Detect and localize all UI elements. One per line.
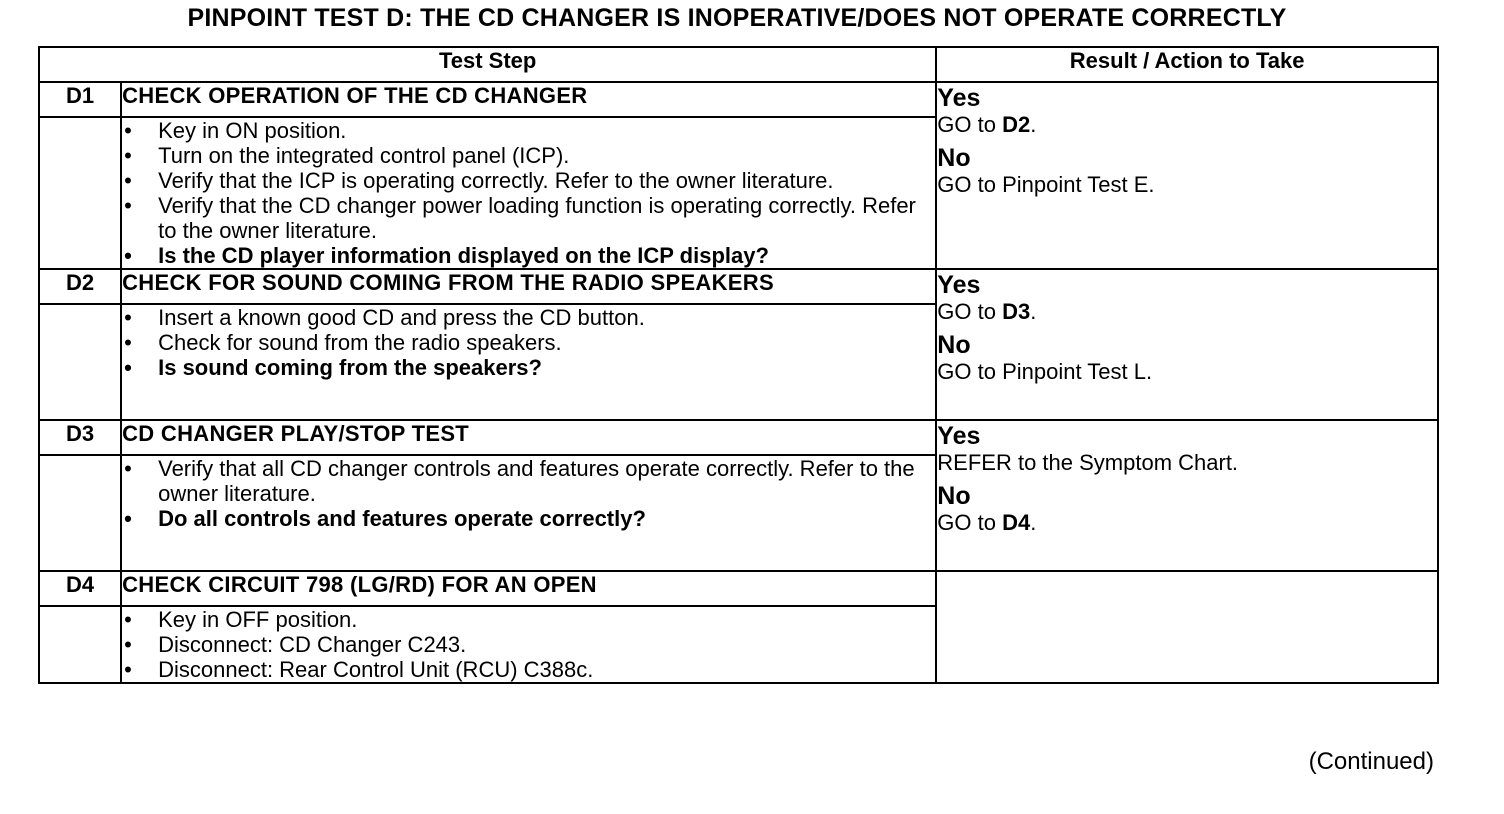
bullet-item: • Disconnect: Rear Control Unit (RCU) C388c. [122, 657, 935, 682]
step-d3-question: • Do all controls and features operate correctly? [122, 506, 935, 531]
bullet-item: • Key in OFF position. [122, 607, 935, 632]
bullet-item: • Disconnect: CD Changer C243. [122, 632, 935, 657]
step-d3-title-row [39, 420, 1438, 455]
step-d3-yes-label: Yes [937, 422, 981, 450]
step-d3-result [936, 420, 1438, 571]
bullet-item: • Verify that the ICP is operating correctly. Refer to the owner literature. [122, 168, 935, 193]
step-d4-body [121, 606, 936, 683]
step-d4-title-row [39, 571, 1438, 606]
step-d1-question: • Is the CD player information displayed on the ICP display? [122, 243, 935, 268]
step-d3-id: D3 [39, 420, 121, 455]
pinpoint-test-table [38, 46, 1439, 684]
step-d2-id: D2 [39, 269, 121, 304]
step-d3-no-action: GO to D4. [937, 510, 1037, 535]
step-d2-yes-label: Yes [937, 271, 981, 299]
step-d1-no-label: No [937, 144, 971, 172]
step-d4-title: CHECK CIRCUIT 798 (LG/RD) FOR AN OPEN [121, 571, 936, 606]
step-d1-id: D1 [39, 82, 121, 117]
step-d4-result [936, 571, 1438, 683]
bullet-item: • Verify that all CD changer controls and features operate correctly. Refer to the owner literature. [122, 456, 935, 506]
step-d4-bullets [122, 607, 935, 682]
step-d3-bullets [122, 456, 935, 531]
bullet-item: • Verify that the CD changer power loading function is operating correctly. Refer to the owner literature. [122, 193, 935, 243]
header-row [39, 47, 1438, 82]
continued-note: (Continued) [1308, 748, 1434, 775]
header-test-step: Test Step [39, 47, 936, 82]
step-d1-body [121, 117, 936, 269]
step-d1-yes-label: Yes [937, 84, 981, 112]
step-d2-question: • Is sound coming from the speakers? [122, 355, 935, 380]
page-title: PINPOINT TEST D: THE CD CHANGER IS INOPERATIVE/DOES NOT OPERATE CORRECTLY [187, 4, 1287, 32]
step-d3-body [121, 455, 936, 571]
step-d2-bullets [122, 305, 935, 380]
bullet-item: • Check for sound from the radio speakers. [122, 330, 935, 355]
step-d2-body [121, 304, 936, 420]
step-d1-title: CHECK OPERATION OF THE CD CHANGER [121, 82, 936, 117]
step-d2-no-action: GO to Pinpoint Test L. [937, 359, 1153, 384]
header-result: Result / Action to Take [936, 47, 1438, 82]
step-d1-bullets [122, 118, 935, 268]
step-d2-title: CHECK FOR SOUND COMING FROM THE RADIO SPEAKERS [121, 269, 936, 304]
bullet-item: • Insert a known good CD and press the CD button. [122, 305, 935, 330]
step-d4-id: D4 [39, 571, 121, 606]
step-d2-title-row [39, 269, 1438, 304]
step-d3-yes-action: REFER to the Symptom Chart. [937, 450, 1239, 475]
bullet-item: • Turn on the integrated control panel (ICP). [122, 143, 935, 168]
step-d3-title: CD CHANGER PLAY/STOP TEST [121, 420, 936, 455]
step-d1-result [936, 82, 1438, 269]
bullet-item: • Key in ON position. [122, 118, 935, 143]
step-d1-no-action: GO to Pinpoint Test E. [937, 172, 1155, 197]
step-d3-no-label: No [937, 482, 971, 510]
step-d1-title-row [39, 82, 1438, 117]
step-d1-yes-action: GO to D2. [937, 112, 1037, 137]
step-d2-no-label: No [937, 331, 971, 359]
step-d2-yes-action: GO to D3. [937, 299, 1037, 324]
step-d2-result [936, 269, 1438, 420]
